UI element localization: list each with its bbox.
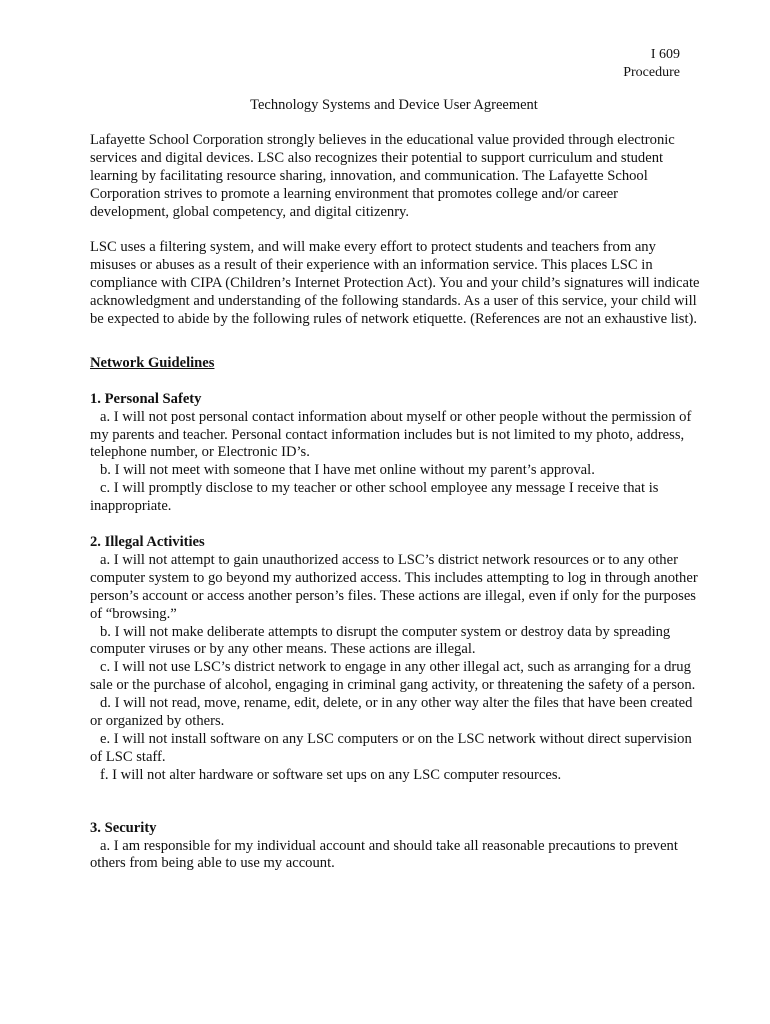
section-heading-network-guidelines: Network Guidelines — [90, 354, 215, 371]
document-number: I 609 — [650, 47, 680, 62]
document-id-block — [623, 46, 680, 82]
intro-paragraph-2: LSC uses a filtering system, and will make every effort to protect students and teachers from any misuses or abuses as a result of their experience with an information service. This places LSC in compliance with CIPA (Children’s Internet Protection Act). You and your child’s signatures will indicate acknowledgment and understanding of the following standards. As a user of this service, your child will be expected to abide by the following rules of network etiquette. (References are not an exhaustive list). — [90, 239, 700, 328]
list-item: a. I will not attempt to gain unauthorized access to LSC’s district network resources or to any other computer system to go beyond my authorized access. This includes attempting to log in through another person’s account or access another person’s files. These actions are illegal, even if only for the purposes of “browsing.” — [90, 551, 698, 622]
item-heading-illegal-activities: 2. Illegal Activities — [90, 533, 205, 550]
list-item: a. I am responsible for my individual account and should take all reasonable precautions to prevent others from being able to use my account. — [90, 837, 678, 872]
list-item: c. I will promptly disclose to my teacher or other school employee any message I receive that is inappropriate. — [90, 480, 659, 515]
document-body — [90, 132, 700, 873]
section-security — [90, 820, 700, 874]
document-type: Procedure — [623, 65, 680, 80]
intro-paragraph-1: Lafayette School Corporation strongly believes in the educational value provided through electronic services and digital devices. LSC also recognizes their potential to support curriculum and student learning by facilitating resource sharing, innovation, and communication. The Lafayette School Corporation strives to promote a learning environment that promotes college and/or career development, global competency, and digital citizenry. — [90, 132, 675, 220]
list-item: c. I will not use LSC’s district network to engage in any other illegal act, such as arranging for a drug sale or the purchase of alcohol, engaging in criminal gang activity, or threatening the safety of a person. — [90, 659, 696, 694]
document-title: Technology Systems and Device User Agreement — [250, 97, 538, 113]
section-illegal-activities — [90, 534, 700, 785]
list-item: f. I will not alter hardware or software set ups on any LSC computer resources. — [100, 766, 562, 783]
item-heading-security: 3. Security — [90, 819, 157, 836]
list-item: e. I will not install software on any LSC computers or on the LSC network without direct supervision of LSC staff. — [90, 730, 692, 765]
list-item: b. I will not meet with someone that I have met online without my parent’s approval. — [100, 462, 595, 479]
section-personal-safety — [90, 391, 700, 516]
item-heading-personal-safety: 1. Personal Safety — [90, 390, 202, 407]
list-item: b. I will not make deliberate attempts to disrupt the computer system or destroy data by spreading computer viruses or by any other means. These actions are illegal. — [90, 623, 671, 658]
list-item: d. I will not read, move, rename, edit, delete, or in any other way alter the files that have been created or organized by others. — [90, 695, 693, 730]
list-item: a. I will not post personal contact information about myself or other people without the permission of my parents and teacher. Personal contact information includes but is not limited to my photo, address, telephone number, or Electronic ID’s. — [90, 408, 692, 461]
